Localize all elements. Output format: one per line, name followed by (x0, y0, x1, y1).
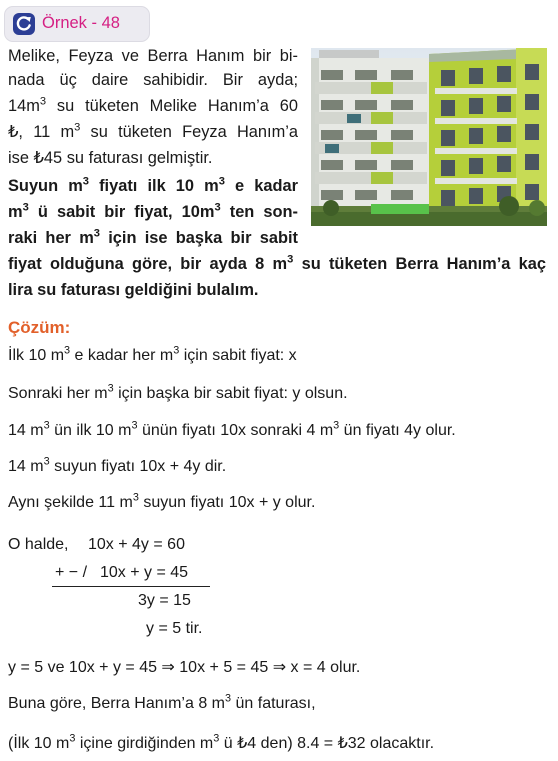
refresh-icon (13, 13, 35, 35)
solution-line: Buna göre, Berra Hanım’a 8 $m^3$ ün faturası, (8, 692, 316, 712)
example-tag (4, 6, 150, 42)
equation-divider (52, 586, 210, 587)
solution-line: 14 $m^3$ suyun fiyatı 10x + 4y dir. (8, 455, 227, 475)
problem-line: $14m^3$ su tüketen Melike Hanım’a 60 (8, 95, 298, 115)
problem-question-line: $m^3$ ü sabit bir fiyat, $10m^3$ ten son- (8, 201, 298, 221)
solution-line: Sonraki her $m^3$ için başka bir sabit fiyat: y olsun. (8, 382, 348, 402)
equation-operators: + − / (55, 564, 88, 581)
solution-heading: Çözüm: (8, 318, 71, 337)
solution-line: Aynı şekilde 11 $m^3$ suyun fiyatı 10x + y olur. (8, 491, 316, 511)
equation-solution: y = 5 tir. (146, 620, 203, 637)
solution-line: İlk 10 $m^3$ e kadar her $m^3$ için sabit fiyat: x (8, 344, 297, 364)
problem-question-line: Suyun $m^3$ fiyatı ilk 10 $m^3$ e kadar (8, 175, 298, 195)
equation-result: 3y = 15 (138, 592, 191, 609)
apartment-building-photo (311, 48, 547, 226)
solution-line: (İlk 10 $m^3$ içine girdiğinden $m^3$ ü ₺4 den) 8.4 = ₺32 olacaktır. (8, 732, 435, 752)
equation-lead: O halde, (8, 536, 69, 553)
problem-line: Melike, Feyza ve Berra Hanım bir bi- (8, 47, 298, 65)
problem-question-line: fiyat olduğuna göre, bir ayda 8 $m^3$ su tüketen Berra Hanım’a kaç (8, 253, 546, 273)
equation-1: 10x + 4y = 60 (88, 536, 185, 553)
solution-line: 14 $m^3$ ün ilk 10 $m^3$ ünün fiyatı 10x sonraki 4 $m^3$ ün fiyatı 4y olur. (8, 419, 456, 439)
problem-question-line: lira su faturası geldiğini bulalım. (8, 281, 259, 299)
problem-line: ₺, 11 $m^3$ su tüketen Feyza Hanım’a (8, 121, 298, 141)
solution-line: y = 5 ve 10x + y = 45 ⇒ 10x + 5 = 45 ⇒ x = 4 olur. (8, 659, 361, 676)
problem-line: ise ₺45 su faturası gelmiştir. (8, 149, 213, 167)
problem-question-line: raki her $m^3$ için ise başka bir sabit (8, 227, 298, 247)
example-label: Örnek - 48 (42, 14, 120, 32)
problem-line: nada üç daire sahibidir. Bir ayda; (8, 71, 298, 89)
equation-2: 10x + y = 45 (100, 564, 189, 581)
